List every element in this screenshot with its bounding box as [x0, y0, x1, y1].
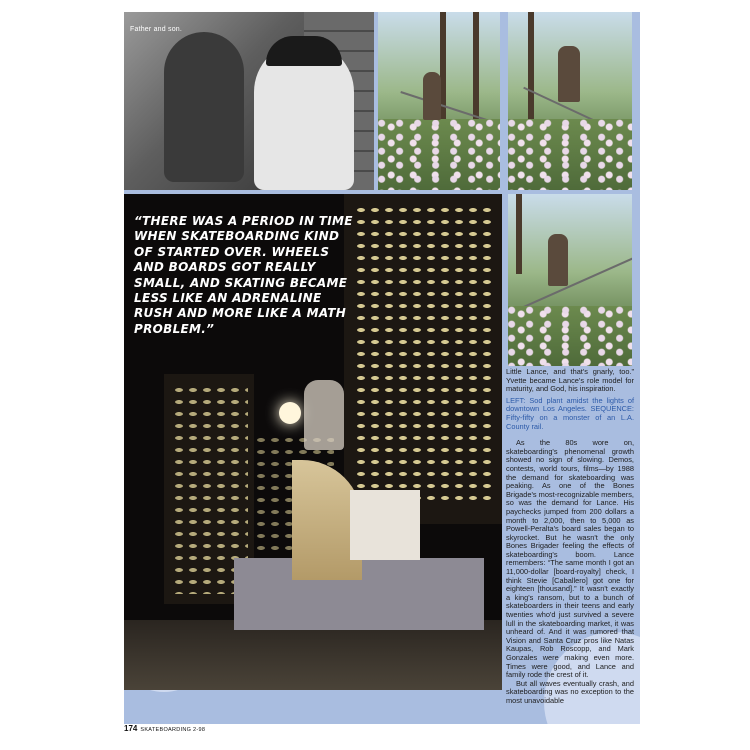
flower-bed [378, 119, 500, 190]
concrete-box [350, 490, 420, 560]
building-lights [354, 204, 494, 504]
sequence-photo-1 [378, 12, 500, 190]
sequence-photo-2 [508, 12, 632, 190]
caption-seq-text: Fifty-fifty on a monster of an L.A. County rail. [506, 412, 634, 431]
publication-name: SKATEBOARDING 2-98 [140, 727, 206, 733]
body-paragraph: But all waves eventually crash, and skateboarding was no exception to the most unavoidable [506, 678, 634, 705]
handrail [513, 258, 632, 313]
page-folio [124, 724, 205, 733]
father-figure [164, 32, 244, 182]
article-body [506, 368, 634, 706]
skater-figure [423, 72, 441, 120]
photo-captions [506, 397, 634, 431]
backwards-cap [266, 36, 342, 66]
pull-quote: “THERE WAS A PERIOD IN TIME WHEN SKATEBOARDING KIND OF STARTED OVER. WHEELS AND BOARDS GOT REALLY SMALL, AND SKATING BECAME LESS LIKE AN ADRENALINE RUSH AND MORE LIKE A MATH PROBLEM.” [134, 214, 353, 336]
utility-pole [528, 12, 534, 122]
street-lamp [279, 402, 301, 424]
ground [124, 620, 502, 690]
body-paragraph: As the 80s wore on, skateboarding's phenomenal growth showed no sign of slowing. Demos, contests, world tours, films—by 1988 the demand for skateboarding was peaking. As one of the Bones Brigade's most-recognizable members, so was the demand for Lance. His paychecks jumped from 200 dollars a month to 2,000, then to 5,000 as Powell-Peralta's board sales began to skyrocket. But he wasn't the only Bones Brigader feeling the effects of skateboarding's boom. Lance remembers: “The same month I got an 11,000-dollar [board-royalty] check, I think Stevie [Caballero] got one for eighteen [thousand].” It wasn't exactly a king's ransom, but to a bunch of skateboarders in their teens and early twenties who'd just survived a severe lull in the skateboarding market, it was unheard of. And it was rumored that Vision and Santa Cruz pros like Natas Kaupas, Rob Roscopp, and Mark Gonzales were making even more. Times were good, and Lance and family rode the crest of it. [506, 438, 634, 680]
utility-pole [516, 194, 522, 274]
sequence-photo-3 [508, 194, 632, 366]
skater-blur [304, 380, 344, 450]
flower-bed [508, 119, 632, 190]
caption-left-text: Sod plant amidst the lights of downtown Los Angeles. [506, 395, 634, 414]
skater-figure [548, 234, 568, 286]
caption-seq-label: SEQUENCE: [590, 404, 634, 414]
magazine-page [124, 12, 640, 724]
skater-figure [558, 46, 580, 102]
photo-night-downtown [124, 194, 502, 690]
flower-bed [508, 306, 632, 366]
body-intro: Little Lance, and that's gnarly, too.” Yvette became Lance's role model for maturity, and God, his inspiration. [506, 367, 634, 394]
caption-left-label: LEFT: [506, 395, 526, 405]
photo-caption: Father and son. [130, 26, 183, 33]
page-number: 174 [124, 724, 138, 733]
photo-father-and-son [124, 12, 374, 190]
